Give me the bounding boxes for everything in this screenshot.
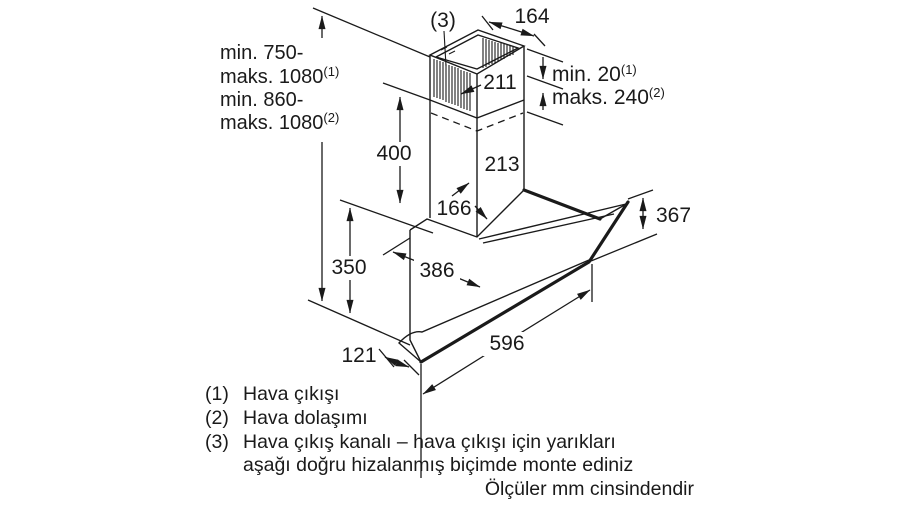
height-range-block: [220, 42, 339, 134]
legend-footnote: Ölçüler mm cinsindendir: [484, 478, 694, 500]
legend-text-3-line2: aşağı doğru hizalanmış biçimde monte ediniz: [243, 454, 634, 476]
height-range-line4: maks. 1080$^{(2)}$: [220, 110, 340, 134]
vent-channel-mark: (3): [430, 9, 456, 32]
legend-marker-3: (3): [205, 431, 229, 453]
legend: [205, 383, 694, 500]
legend-marker-1: (1): [205, 383, 229, 405]
dim-label-211: 211: [483, 71, 517, 94]
dim-label-596: 596: [489, 332, 525, 355]
legend-text-2: Hava dolaşımı: [243, 407, 368, 429]
legend-text-1: Hava çıkışı: [243, 383, 340, 405]
dim-label-350: 350: [331, 256, 367, 279]
height-range-line3: min. 860-: [220, 89, 304, 111]
height-range-line1: min. 750-: [220, 42, 304, 64]
hood-top-edge: [524, 190, 600, 219]
leader-213: [452, 183, 469, 196]
dim-label-121: 121: [341, 344, 377, 367]
legend-item-3: [205, 431, 633, 476]
dim-label-min20: min. 20$^{(1)}$: [552, 62, 637, 86]
dim-label-maks240: maks. 240$^{(2)}$: [552, 85, 665, 109]
dim-label-213: 213: [484, 153, 520, 176]
dim-label-386: 386: [419, 259, 455, 282]
legend-marker-2: (2): [205, 407, 229, 429]
dim-label-400: 400: [376, 142, 412, 165]
height-range-line2: maks. 1080$^{(1)}$: [220, 64, 340, 88]
dim-label-166: 166: [436, 197, 472, 220]
dim-label-164: 164: [514, 5, 550, 28]
dim-label-367: 367: [656, 204, 692, 227]
legend-item-1: [205, 383, 339, 405]
legend-text-3: Hava çıkış kanalı – hava çıkışı için yarıkları: [243, 431, 616, 453]
legend-item-2: [205, 407, 368, 429]
